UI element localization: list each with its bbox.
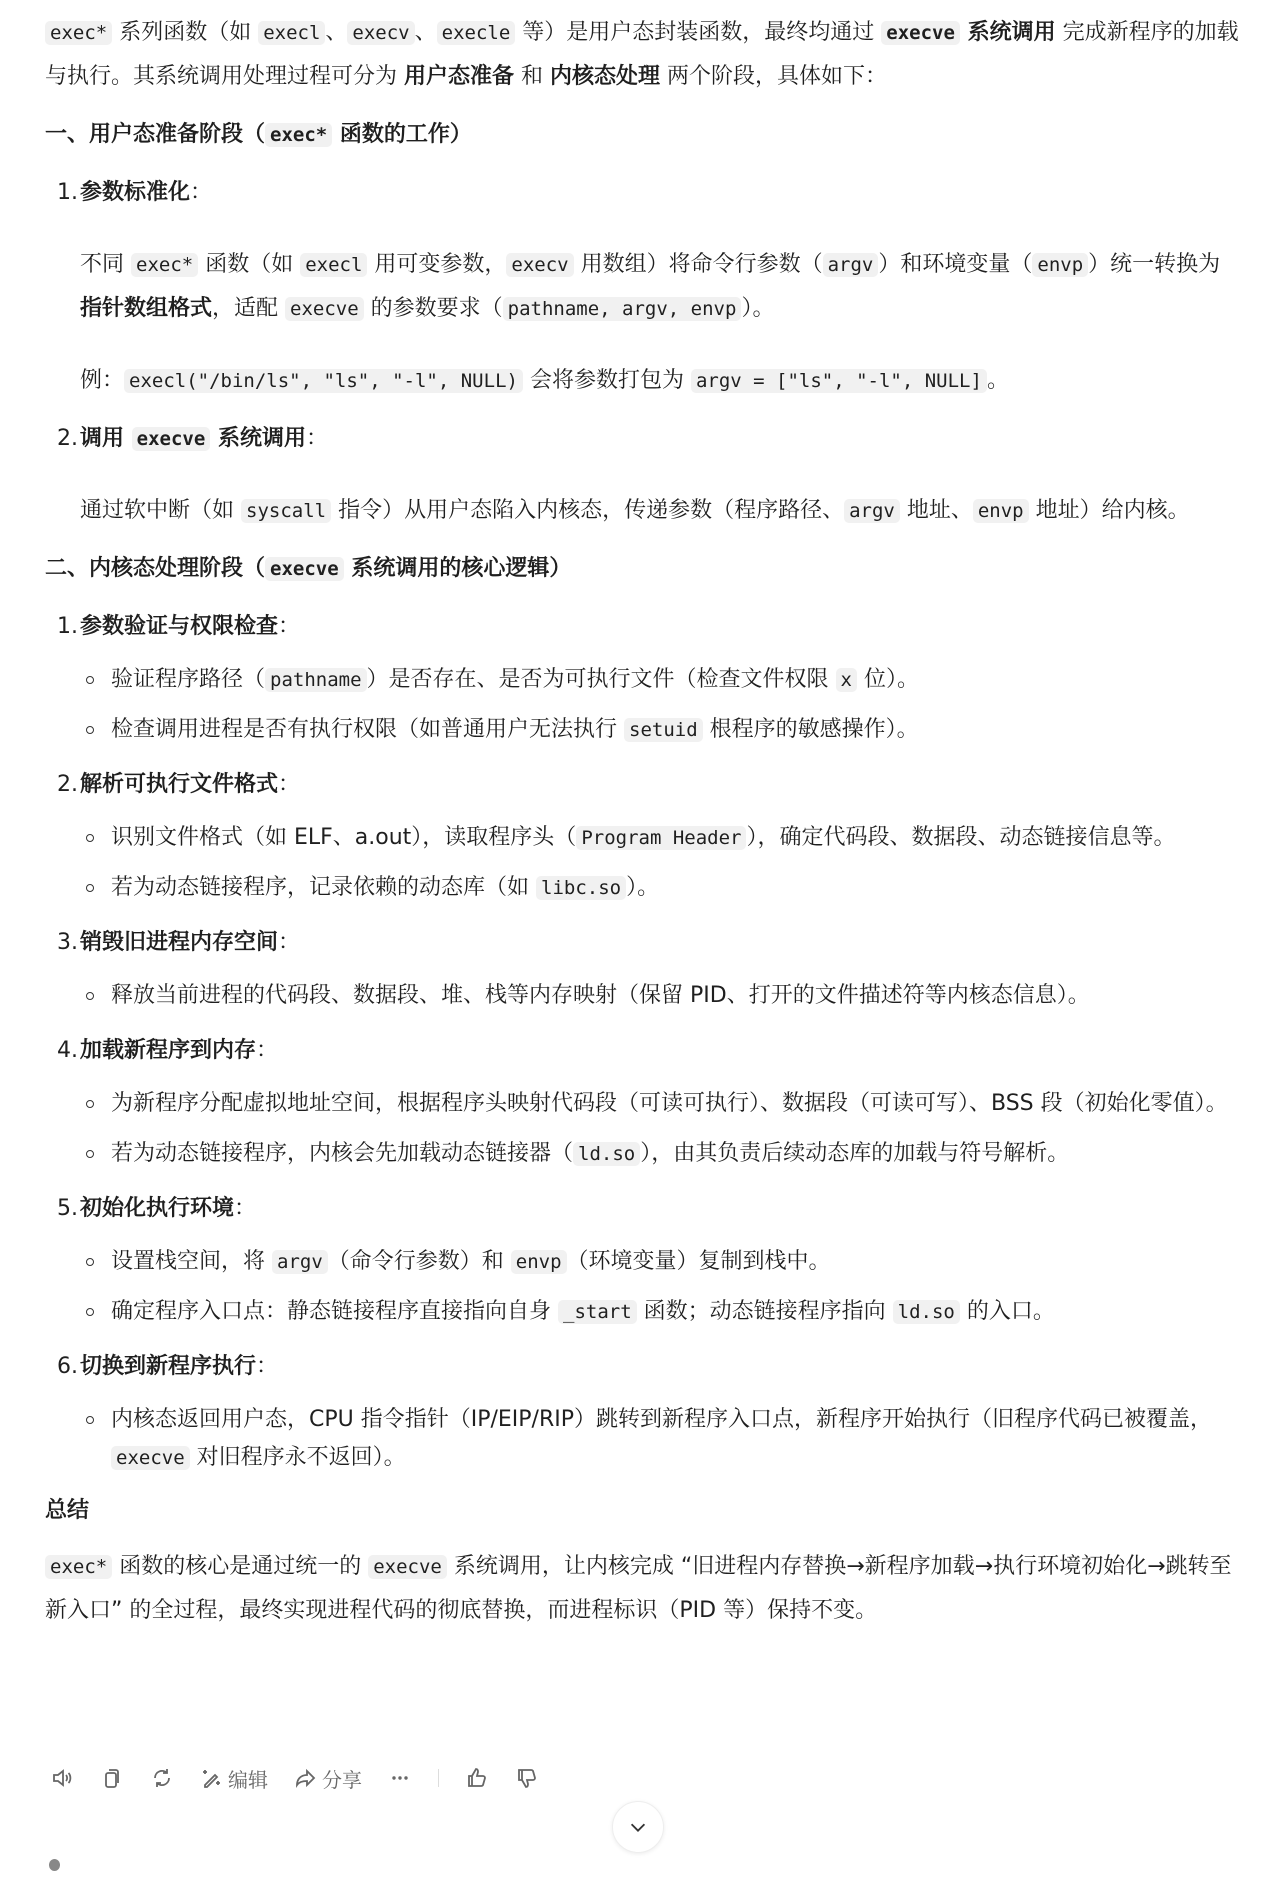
bullet-text <box>111 875 659 900</box>
list-number: 6. <box>57 1354 78 1379</box>
bold-text: 系统调用 <box>959 20 1056 45</box>
list-item-title <box>80 1345 1245 1389</box>
toolbar-divider <box>438 1769 439 1787</box>
list-item-title <box>80 417 1245 461</box>
bullet-text <box>111 825 1175 850</box>
copy-icon <box>100 1766 124 1790</box>
list-item <box>45 171 1245 403</box>
text: ，适配 <box>212 296 286 321</box>
sections <box>45 113 1245 1477</box>
share-icon <box>294 1766 318 1790</box>
inline-code: execle <box>437 21 516 45</box>
bold-text: 用户态准备 <box>404 64 515 89</box>
text: 完成新程序的加载与执行。其系统调用处理过程可分为 <box>45 20 1239 89</box>
text: 、 <box>325 20 348 45</box>
bold-text: 指针数组格式 <box>80 296 213 321</box>
bullet-text <box>111 1407 1212 1470</box>
inline-code: execve <box>285 297 364 321</box>
inline-code: pathname, argv, envp <box>503 297 742 321</box>
read-aloud-button[interactable] <box>50 1766 74 1790</box>
list-item-title <box>80 1029 1245 1073</box>
text: ： <box>305 426 328 451</box>
bullet-text <box>111 1141 1069 1166</box>
inline-code-bold: execve <box>881 21 960 45</box>
text: ）是否存在、是否为可执行文件（检查文件权限 <box>366 667 836 692</box>
text: ）统一转换为 <box>1088 252 1221 277</box>
bullet-list <box>80 819 1245 907</box>
bullet-list <box>80 977 1245 1015</box>
text: 不同 <box>80 252 131 277</box>
inline-code: execv <box>506 253 573 277</box>
inline-code: argv <box>844 499 900 523</box>
chevron-down-icon <box>627 1816 649 1838</box>
text: 会将参数打包为 <box>522 368 691 393</box>
list-item <box>45 417 1245 533</box>
bullet-item <box>80 977 1245 1015</box>
bold-text: 一、用户态准备阶段（ <box>45 122 266 147</box>
bold-text: 二、内核态处理阶段（ <box>45 556 266 581</box>
more-dots-icon <box>388 1766 412 1790</box>
text: 的参数要求（ <box>363 296 503 321</box>
inline-code: execl <box>300 253 367 277</box>
bullet-item <box>80 819 1245 857</box>
list-item <box>45 1029 1245 1173</box>
list-number: 1. <box>57 614 78 639</box>
bullet-item <box>80 1293 1245 1331</box>
inline-code: argv <box>823 253 879 277</box>
bullet-item <box>80 1243 1245 1281</box>
speaker-icon <box>50 1766 74 1790</box>
bullet-item <box>80 1135 1245 1173</box>
item-paragraph <box>80 359 1245 403</box>
text: 对旧程序永不返回）。 <box>189 1445 406 1470</box>
bold-text: 销毁旧进程内存空间 <box>80 930 279 955</box>
bullet-text <box>111 983 1090 1008</box>
bullet-list <box>80 1085 1245 1173</box>
list-item <box>45 763 1245 907</box>
thumbs-up-icon <box>465 1766 489 1790</box>
answer-content <box>45 11 1245 1633</box>
text: ： <box>256 1354 279 1379</box>
bold-text: 参数验证与权限检查 <box>80 614 279 639</box>
text: 设置栈空间，将 <box>111 1249 272 1274</box>
inline-code: envp <box>973 499 1029 523</box>
text: 函数；动态链接程序指向 <box>636 1299 893 1324</box>
like-button[interactable] <box>465 1766 489 1790</box>
list-number: 2. <box>57 426 78 451</box>
text: 指令）从用户态陷入内核态，传递参数（程序路径、 <box>331 498 845 523</box>
inline-code-bold: execve <box>265 557 344 581</box>
inline-code: syscall <box>241 499 331 523</box>
bold-text: 系统调用的核心逻辑） <box>343 556 572 581</box>
bullet-circle-icon <box>86 1258 94 1266</box>
bullet-circle-icon <box>86 884 94 892</box>
inline-code: execl("/bin/ls", "ls", "-l", NULL) <box>124 369 523 393</box>
bullet-item <box>80 1401 1245 1477</box>
scroll-down-button[interactable] <box>612 1801 664 1853</box>
edit-sparkle-icon <box>200 1766 224 1790</box>
inline-code: argv <box>272 1250 328 1274</box>
share-label: 分享 <box>322 1767 362 1792</box>
item-paragraph <box>80 489 1245 533</box>
list-item <box>45 921 1245 1015</box>
inline-code: ld.so <box>893 1300 960 1324</box>
list-item-title <box>80 605 1245 649</box>
list-item-title <box>80 1187 1245 1231</box>
bullet-circle-icon <box>86 834 94 842</box>
text: 识别文件格式（如 ELF、a.out），读取程序头（ <box>111 825 577 850</box>
list-item <box>45 605 1245 749</box>
text: ）和环境变量（ <box>878 252 1033 277</box>
text: 释放当前进程的代码段、数据段、堆、栈等内存映射（保留 PID、打开的文件描述符等内核态信息）。 <box>111 983 1090 1008</box>
bullet-text <box>111 667 919 692</box>
bullet-item <box>80 1085 1245 1123</box>
text: 的入口。 <box>959 1299 1055 1324</box>
inline-code: execl <box>258 21 325 45</box>
inline-code: exec* <box>131 253 198 277</box>
bullet-list <box>80 1401 1245 1477</box>
bullet-text <box>111 1299 1055 1324</box>
text: 验证程序路径（ <box>111 667 266 692</box>
text: 系统调用，让内核完成 “旧进程内存替换→新程序加载→执行环境初始化→跳转至新入口” 的全过程，最终实现进程代码的彻底替换，而进程标识（PID 等）保持不变。 <box>45 1554 1232 1623</box>
bullet-circle-icon <box>86 992 94 1000</box>
text: ），确定代码段、数据段、动态链接信息等。 <box>746 825 1176 850</box>
inline-code: setuid <box>624 718 703 742</box>
text: （环境变量）复制到栈中。 <box>566 1249 831 1274</box>
section-heading <box>45 547 1245 591</box>
inline-code: libc.so <box>536 876 626 900</box>
list-item <box>45 1187 1245 1331</box>
text: 地址）给内核。 <box>1028 498 1190 523</box>
thumbs-down-icon <box>515 1766 539 1790</box>
bullet-circle-icon <box>86 726 94 734</box>
inline-code: execve <box>111 1446 190 1470</box>
inline-code: exec* <box>45 21 112 45</box>
text: 。 <box>986 368 1009 393</box>
summary-paragraph <box>45 1545 1245 1633</box>
bold-text: 加载新程序到内存 <box>80 1038 257 1063</box>
item-paragraph <box>80 243 1245 331</box>
text: ）。 <box>741 296 775 321</box>
text: ： <box>234 1196 257 1221</box>
text: ： <box>256 1038 279 1063</box>
summary-title: 总结 <box>45 1498 90 1523</box>
list-number: 5. <box>57 1196 78 1221</box>
bold-text: 初始化执行环境 <box>80 1196 235 1221</box>
inline-code-bold: execve <box>132 427 211 451</box>
text: 两个阶段，具体如下： <box>660 64 888 89</box>
inline-code: _start <box>558 1300 637 1324</box>
list-item <box>45 1345 1245 1477</box>
text: ），由其负责后续动态库的加载与符号解析。 <box>640 1141 1070 1166</box>
regenerate-button[interactable] <box>150 1766 174 1790</box>
refresh-icon <box>150 1766 174 1790</box>
text: 地址、 <box>899 498 973 523</box>
list-number: 2. <box>57 772 78 797</box>
bold-text: 参数标准化 <box>80 180 191 205</box>
text: 和 <box>514 64 551 89</box>
bullet-item <box>80 869 1245 907</box>
bullet-circle-icon <box>86 676 94 684</box>
bullet-circle-icon <box>86 1416 94 1424</box>
list-number: 3. <box>57 930 78 955</box>
list-number: 1. <box>57 180 78 205</box>
share-button[interactable] <box>294 1764 362 1793</box>
bullet-list <box>80 1243 1245 1331</box>
bullet-item <box>80 711 1245 749</box>
list-item-title <box>80 171 1245 215</box>
bullet-text <box>111 717 919 742</box>
text: 通过软中断（如 <box>80 498 241 523</box>
text: （命令行参数）和 <box>327 1249 511 1274</box>
inline-code-bold: exec* <box>265 123 332 147</box>
text: 系列函数（如 <box>112 20 259 45</box>
inline-code: envp <box>511 1250 567 1274</box>
text: ）。 <box>626 875 660 900</box>
bold-text: 切换到新程序执行 <box>80 1354 257 1379</box>
edit-button[interactable] <box>200 1764 268 1793</box>
inline-code: ld.so <box>573 1142 640 1166</box>
loading-dot <box>49 1859 60 1871</box>
bullet-circle-icon <box>86 1150 94 1158</box>
message-toolbar <box>50 1764 565 1792</box>
bullet-item <box>80 661 1245 699</box>
text: ： <box>190 180 213 205</box>
intro-paragraph <box>45 11 1245 99</box>
bullet-text <box>111 1249 831 1274</box>
dislike-button[interactable] <box>515 1766 539 1790</box>
text: 为新程序分配虚拟地址空间，根据程序头映射代码段（可读可执行）、数据段（可读可写）、BSS 段（初始化零值）。 <box>111 1091 1228 1116</box>
bullet-circle-icon <box>86 1100 94 1108</box>
text: ： <box>278 930 301 955</box>
text: 函数（如 <box>198 252 301 277</box>
text: 、 <box>414 20 437 45</box>
list-item-title <box>80 763 1245 807</box>
text: ： <box>278 614 301 639</box>
text: 若为动态链接程序，记录依赖的动态库（如 <box>111 875 536 900</box>
text: 用数组）将命令行参数（ <box>573 252 823 277</box>
bold-text: 函数的工作） <box>332 122 472 147</box>
text: 位）。 <box>856 667 919 692</box>
bold-text: 调用 <box>80 426 132 451</box>
text: 用可变参数， <box>367 252 507 277</box>
copy-button[interactable] <box>100 1766 124 1790</box>
bullet-text <box>111 1091 1228 1116</box>
text: 等）是用户态封装函数，最终均通过 <box>515 20 882 45</box>
inline-code: execve <box>368 1555 447 1579</box>
section-heading <box>45 113 1245 157</box>
inline-code: x <box>836 668 857 692</box>
text: 若为动态链接程序，内核会先加载动态链接器（ <box>111 1141 574 1166</box>
text: ： <box>278 772 301 797</box>
more-button[interactable] <box>388 1766 412 1790</box>
bold-text: 解析可执行文件格式 <box>80 772 279 797</box>
inline-code: envp <box>1032 253 1088 277</box>
text: 内核态返回用户态，CPU 指令指针（IP/EIP/RIP）跳转到新程序入口点，新程序开始执行（旧程序代码已被覆盖， <box>111 1407 1213 1432</box>
bullet-list <box>80 661 1245 749</box>
inline-code: execv <box>347 21 414 45</box>
text: 例： <box>80 368 125 393</box>
text: 函数的核心是通过统一的 <box>112 1554 369 1579</box>
edit-label: 编辑 <box>228 1767 268 1792</box>
text: 确定程序入口点：静态链接程序直接指向自身 <box>111 1299 558 1324</box>
bullet-circle-icon <box>86 1308 94 1316</box>
text: 根程序的敏感操作）。 <box>702 717 919 742</box>
bold-text: 内核态处理 <box>550 64 661 89</box>
inline-code: argv = ["ls", "-l", NULL] <box>691 369 987 393</box>
inline-code: Program Header <box>576 826 746 850</box>
list-number: 4. <box>57 1038 78 1063</box>
text: 检查调用进程是否有执行权限（如普通用户无法执行 <box>111 717 624 742</box>
list-item-title <box>80 921 1245 965</box>
inline-code: exec* <box>45 1555 112 1579</box>
bold-text: 系统调用 <box>210 426 306 451</box>
inline-code: pathname <box>265 668 367 692</box>
